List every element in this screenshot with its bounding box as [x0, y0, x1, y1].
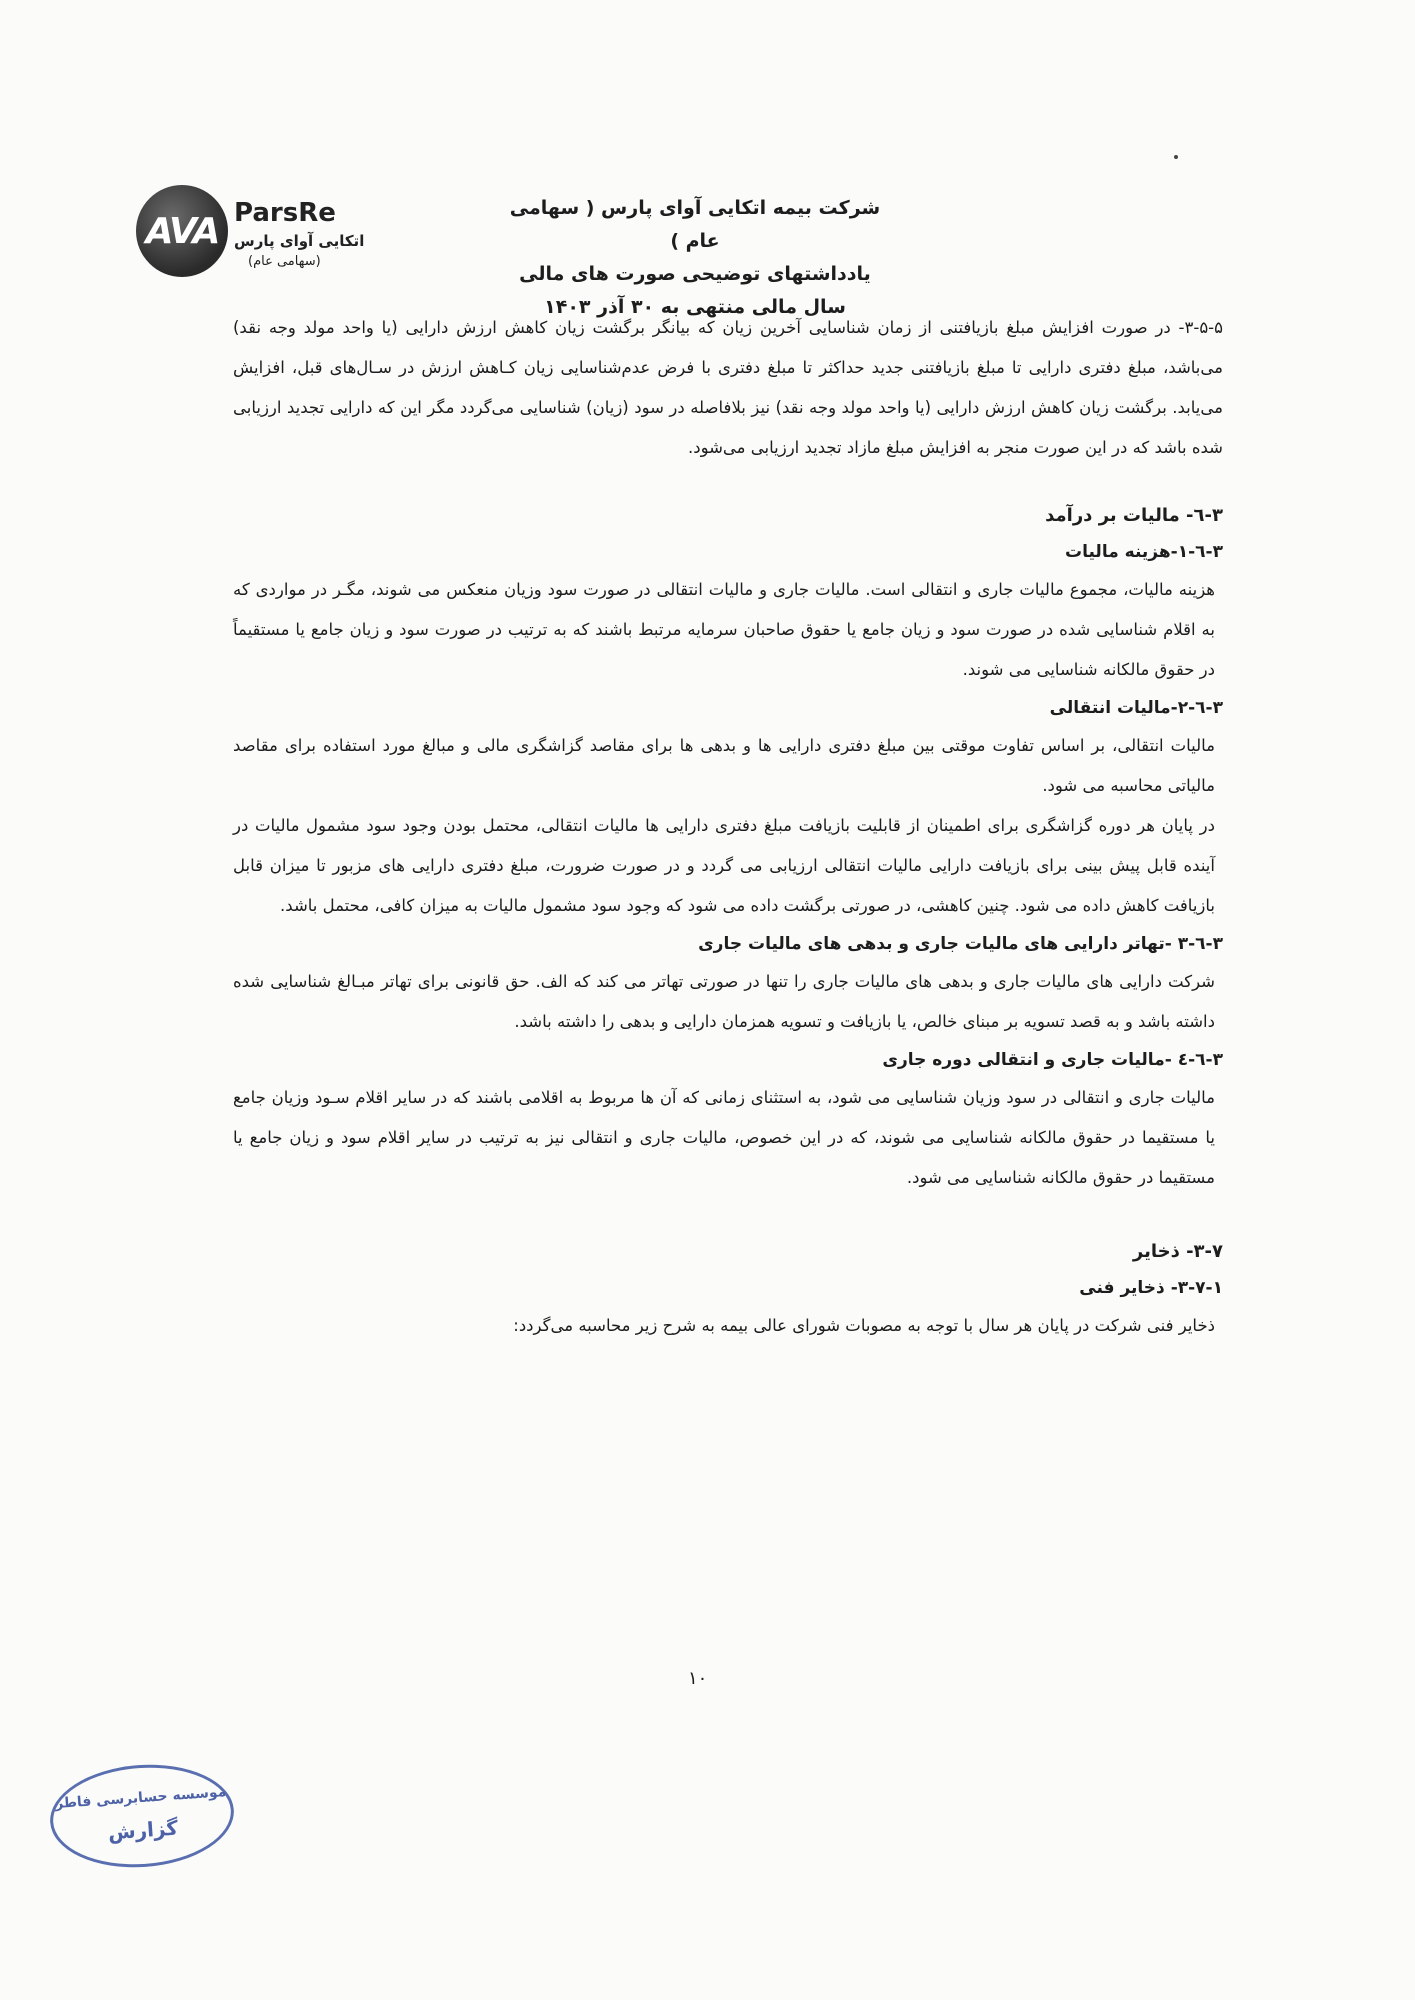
- heading-3-6-4: ۳-٦-٤ -مالیات جاری و انتقالی دوره جاری: [882, 1050, 1223, 1070]
- heading-3-6-2: ۳-٦-۲-مالیات انتقالی: [1049, 698, 1223, 718]
- paragraph-3-5-5: ۳-۵-۵- در صورت افزایش مبلغ بازیافتنی از زمان شناسایی آخرین زیان که بیانگر برگشت زیان کاهش ارزش دارایی (یا واحد مولد وجه نقد) می‌باشد، مبلغ دفتری دارایی تا مبلغ بازیافتنی جدید حداکثر تا مبلغ دفتری با فرض عدم‌شناسایی زیان کـاهش ارزش در سـال‌های قبل، افزایش می‌یابد. برگشت زیان کاهش ارزش دارایی (یا واحد مولد وجه نقد) نیز بلافاصله در سود (زیان) شناسایی می‌گردد مگر این که دارایی تجدید ارزیابی شده باشد که در این صورت منجر به افزایش مبلغ مازاد تجدید ارزیابی می‌شود.: [233, 318, 1223, 457]
- heading-3-7-1: ۳-۷-۱- ذخایر فنی: [1079, 1278, 1223, 1298]
- document-subtitle: یادداشتهای توضیحی صورت های مالی: [519, 263, 871, 285]
- paragraph-3-6-2b: در پایان هر دوره گزاشگری برای اطمینان از قابلیت بازیافت مبلغ دفتری دارایی ها مالیات انتقالی، محتمل بودن وجود سود مشمول مالیات در آینده قابل پیش بینی برای بازیافت دارایی مالیات انتقالی ارزیابی می گردد و در صورت ضرورت، مبلغ دفتری دارایی های مزبور تا میزان قابل بازیافت کاهش داده می شود. چنین کاهشی، در صورتی برگشت داده می شود که وجود سود مشمول مالیات به میزان کافی، محتمل باشد.: [233, 816, 1215, 915]
- company-name: شرکت بیمه اتکایی آوای پارس ( سهامی عام ): [509, 197, 881, 252]
- heading-3-6-1: ۳-٦-۱-هزینه مالیات: [1065, 542, 1223, 562]
- logo-emblem: [136, 185, 228, 277]
- document-header: [500, 192, 890, 324]
- auditor-stamp: [47, 1759, 238, 1874]
- fiscal-period: سال مالی منتهی به ۳۰ آذر ۱۴۰۳: [544, 296, 846, 318]
- document-body: [233, 308, 1223, 1346]
- logo-mark: AVA: [145, 210, 219, 252]
- heading-3-6-3: ۳-٦-۳ -تهاتر دارایی های مالیات جاری و بدهی های مالیات جاری: [698, 934, 1223, 954]
- heading-3-7: ۳-۷- ذخایر: [1132, 1241, 1223, 1262]
- paragraph-3-6-4: مالیات جاری و انتقالی در سود وزیان شناسایی می شود، به استثنای زمانی که آن ها مربوط به اقلامی باشند که در سایر اقلام سـود وزیان جامع یا مستقیما در حقوق مالکانه شناسایی می شوند، که در این خصوص، مالیات جاری و انتقالی نیز به ترتیب در سایر اقلام سود و زیان جامع یا مستقیما در حقوق مالکانه شناسایی می شود.: [233, 1088, 1215, 1187]
- paragraph-3-6-3: شرکت دارایی های مالیات جاری و بدهی های مالیات جاری را تنها در صورتی تهاتر می کند که الف. حق قانونی برای تهاتر مبـالغ شناسایی شده داشته باشد و به قصد تسویه بر مبنای خالص، یا بازیافت و تسویه همزمان دارایی و بدهی را داشته باشد.: [233, 972, 1215, 1031]
- heading-3-6: ۳-٦- مالیات بر درآمد: [1045, 505, 1223, 526]
- page-number: ۱۰: [688, 1668, 708, 1689]
- logo-fa-name: اتکایی آوای پارس: [234, 232, 365, 250]
- logo-brand: ParsRe: [234, 198, 336, 228]
- logo-fa-type: (سهامی عام): [248, 254, 321, 269]
- paragraph-3-7-1: ذخایر فنی شرکت در پایان هر سال با توجه به مصوبات شورای عالی بیمه به شرح زیر محاسبه می‌گردد:: [513, 1316, 1215, 1335]
- paragraph-3-6-2a: مالیات انتقالی، بر اساس تفاوت موقتی بین مبلغ دفتری دارایی ها و بدهی ها برای مقاصد گزاشگری مالی و مبالغ مورد استفاده برای مقاصد مالیاتی محاسبه می شود.: [233, 736, 1215, 795]
- paragraph-3-6-1: هزینه مالیات، مجموع مالیات جاری و انتقالی است. مالیات جاری و مالیات انتقالی در صورت سود وزیان منعکس می شوند، مگـر در مواردی که به اقلام شناسایی شده در صورت سود و زیان جامع یا حقوق صاحبان سرمایه مرتبط باشند که به ترتیب در صورت سود و زیان جامع یا مستقیماً در حقوق مالکانه شناسایی می شوند.: [233, 580, 1215, 679]
- stamp-line-1: موسسه حسابرسی فاطر: [54, 1784, 227, 1813]
- speck: [1174, 155, 1178, 159]
- company-logo: [136, 180, 376, 290]
- stamp-line-2: گزارش: [107, 1815, 179, 1845]
